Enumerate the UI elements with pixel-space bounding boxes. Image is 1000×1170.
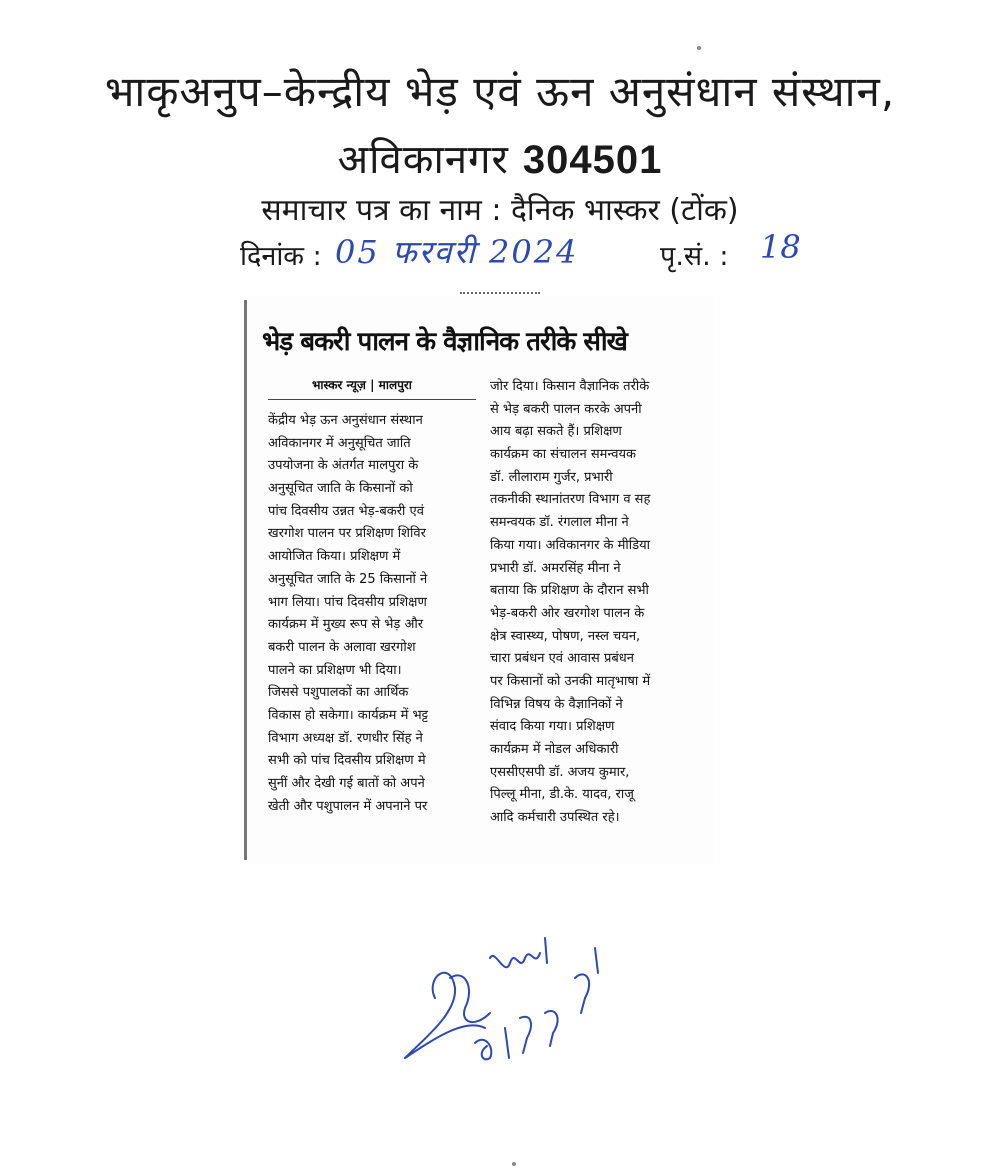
article-line: समन्वयक डॉ. रंगलाल मीना ने <box>490 515 629 531</box>
page-label: पृ.सं. : <box>660 241 729 272</box>
article-line: अविकानगर में अनुसूचित जाति <box>268 435 411 451</box>
article-line: जोर दिया। किसान वैज्ञानिक तरीके <box>490 379 650 394</box>
article-line: विभिन्न विषय के वैज्ञानिकों ने <box>490 696 623 712</box>
article-line: पांच दिवसीय उन्नत भेड़-बकरी एवं <box>268 503 424 519</box>
article-byline: भास्कर न्यूज़ | मालपुरा <box>312 378 412 392</box>
article-line: बकरी पालन के अलावा खरगोश <box>268 639 416 655</box>
scan-speck <box>512 1162 516 1166</box>
institute-location <box>0 130 1000 185</box>
article-line: केंद्रीय भेड़ ऊन अनुसंधान संस्थान <box>268 413 423 428</box>
article-line: आय बढ़ा सकते हैं। प्रशिक्षण <box>490 424 622 440</box>
article-line: भाग लिया। पांच दिवसीय प्रशिक्षण <box>268 594 427 610</box>
pincode: 304501 <box>522 138 663 182</box>
article-line: कार्यक्रम में मुख्य रूप से भेड़ और <box>268 617 424 633</box>
date-label: दिनांक : <box>240 241 322 272</box>
clipping-edge <box>244 300 247 860</box>
article-line: कार्यक्रम का संचालन समन्वयक <box>490 447 637 463</box>
date-value: 05 फरवरी 2024 <box>335 233 579 271</box>
article-line: से भेड़ बकरी पालन करके अपनी <box>490 401 642 417</box>
byline-divider <box>268 399 476 400</box>
article-line: कार्यक्रम में नोडल अधिकारी <box>490 742 619 757</box>
article-line: आयोजित किया। प्रशिक्षण में <box>268 549 401 565</box>
article-line: संवाद किया गया। प्रशिक्षण <box>490 719 615 735</box>
article-line: डॉ. लीलाराम गुर्जर, प्रभारी <box>490 469 613 485</box>
article-line: एससीएसपी डॉ. अजय कुमार, <box>490 764 630 780</box>
article-line: सुनीं और देखी गई बातों को अपने <box>268 776 425 791</box>
institute-name: भाकृअनुप–केन्द्रीय भेड़ एवं ऊन अनुसंधान संस्थान, <box>104 67 896 116</box>
article-line: प्रभारी डॉ. अमरसिंह मीना ने <box>490 560 621 576</box>
date-row <box>240 230 840 280</box>
article-line: जिससे पशुपालकों का आर्थिक <box>268 685 409 701</box>
article-line: उपयोजना के अंतर्गत मालपुरा के <box>268 458 419 474</box>
article-line: आदि कर्मचारी उपस्थित रहे। <box>490 810 620 826</box>
article-line: भेड़-बकरी ओर खरगोश पालन के <box>490 605 645 621</box>
article-line: क्षेत्र स्वास्थ्य, पोषण, नस्ल चयन, <box>490 628 641 644</box>
article-line: पर किसानों को उनकी मातृभाषा में <box>490 673 651 689</box>
article-line: बताया कि प्रशिक्षण के दौरान सभी <box>490 583 649 599</box>
article-left-column <box>268 410 478 818</box>
article-line: अनुसूचित जाति के 25 किसानों ने <box>268 571 428 587</box>
article-line: खरगोश पालन पर प्रशिक्षण शिविर <box>268 526 426 542</box>
article-line: सभी को पांच दिवसीय प्रशिक्षण मे <box>268 753 426 769</box>
article-headline: भेड़ बकरी पालन के वैज्ञानिक तरीके सीखे <box>262 327 627 357</box>
newspaper-name: समाचार पत्र का नाम : दैनिक भास्कर (टोंक) <box>261 193 739 228</box>
scan-speck <box>697 46 701 50</box>
article-line: विभाग अध्यक्ष डॉ. रणधीर सिंह ने <box>268 730 423 746</box>
location-name: अविकानगर <box>337 137 509 183</box>
article-line: खेती और पशुपालन में अपनाने पर <box>268 798 428 814</box>
article-line: विकास हो सकेगा। कार्यक्रम में भट्ट <box>268 707 428 723</box>
page-value: 18 <box>760 228 801 266</box>
clipping-cut-marks <box>460 292 540 300</box>
article-line: पिल्लू मीना, डी.के. यादव, राजू <box>490 787 634 803</box>
article-right-column <box>490 376 705 830</box>
article-line: तकनीकी स्थानांतरण विभाग व सह <box>490 492 651 508</box>
article-line: चारा प्रबंधन एवं आवास प्रबंधन <box>490 651 634 667</box>
article-line: पालने का प्रशिक्षण भी दिया। <box>268 662 402 678</box>
handwritten-signature <box>395 918 625 1068</box>
article-line: किया गया। अविकानगर के मीडिया <box>490 537 651 553</box>
article-line: अनुसूचित जाति के किसानों को <box>268 481 413 497</box>
